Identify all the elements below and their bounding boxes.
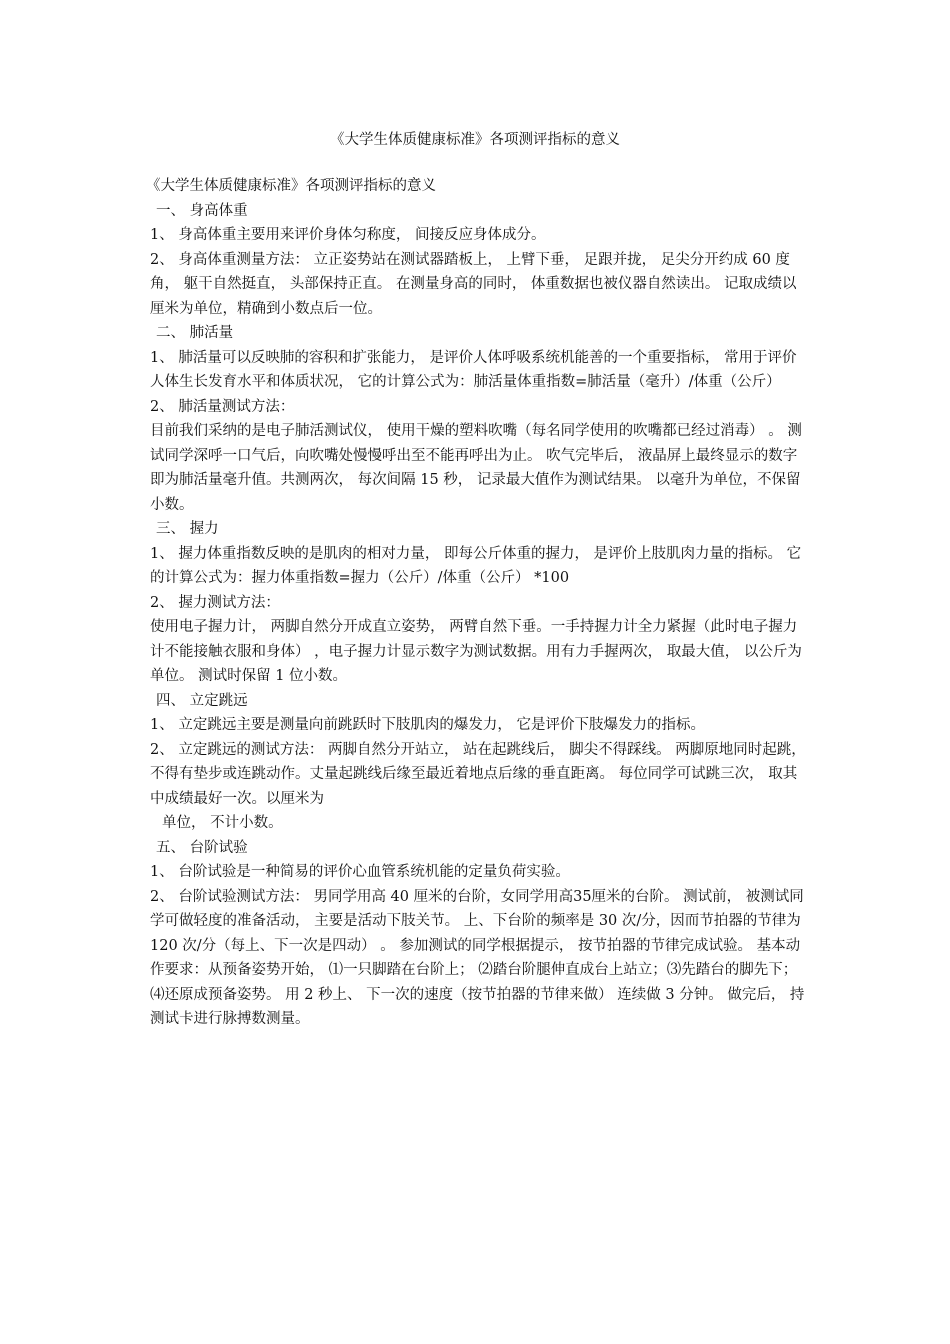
paragraph-step-test-purpose: 1、 台阶试验是一种简易的评价心血管系统机能的定量负荷实验。 — [150, 864, 570, 880]
paragraph-grip-strength-method: 使用电子握力计， 两脚自然分开成直立姿势， 两臂自然下垂。一手持握力计全力紧握（此时电子握力计不能接触衣服和身体） ，电子握力计显示数字为测试数据。用有力手握两次， 取最大值， 以公斤为单位。 测试时保留 1 位小数。 — [150, 619, 802, 684]
section-heading-vital-capacity: 二、 肺活量 — [156, 325, 234, 341]
paragraph-vital-capacity-method-label: 2、 肺活量测试方法： — [150, 398, 295, 415]
body-subtitle: 《大学生体质健康标准》各项测评指标的意义 — [146, 178, 436, 194]
paragraph-step-test-method: 2、 台阶试验测试方法： 男同学用高 40 厘米的台阶，女同学用高35厘米的台阶。 测试前， 被测试同学可做轻度的准备活动， 主要是活动下肢关节。 上、下台阶的频率是 30 次/分，因而节拍器的节律为 120 次/分（每上、下一次是四动） 。 参加测试的同学根据提示， 按节拍器的节律完成试验。 基本动作要求：从预备姿势开始， ⑴一只脚踏在台阶上； ⑵踏台阶腿伸直成台上站立；⑶先踏台的脚先下； ⑷还原成预备姿势。 用 2 秒上、 下一次的速度（按节拍器的节律来做） 连续做 3 分钟。 做完后， 持测试卡进行脉搏数测量。 — [150, 888, 805, 1027]
paragraph-grip-strength-method-label: 2、 握力测试方法： — [150, 594, 280, 611]
section-heading-standing-long-jump: 四、 立定跳远 — [156, 692, 248, 709]
paragraph-height-weight-purpose: 1、 身高体重主要用来评价身体匀称度， 间接反应身体成分。 — [150, 227, 546, 243]
paragraph-grip-strength-purpose: 1、 握力体重指数反映的是肌肉的相对力量， 即每公斤体重的握力， 是评价上肢肌肉力量的指标。 它的计算公式为：握力体重指数=握力（公斤）/体重（公斤） *100 — [150, 545, 802, 586]
paragraph-long-jump-purpose: 1、 立定跳远主要是测量向前跳跃时下肢肌肉的爆发力， 它是评价下肢爆发力的指标。 — [150, 717, 705, 733]
paragraph-long-jump-method: 2、 立定跳远的测试方法： 两脚自然分开站立， 站在起跳线后， 脚尖不得踩线。 两脚原地同时起跳， 不得有垫步或连跳动作。丈量起跳线后缘至最近着地点后缘的垂直距离。 每位同学可试跳三次， 取其中成绩最好一次。以厘米为 — [150, 741, 806, 807]
paragraph-vital-capacity-method: 目前我们采纳的是电子肺活测试仪， 使用干燥的塑料吹嘴（每名同学使用的吹嘴都已经过消毒） 。 测试同学深呼一口气后，向吹嘴处慢慢呼出至不能再呼出为止。 吹气完毕后， 液晶屏上最终显示的数字即为肺活量毫升值。共测两次， 每次间隔 15 秒， 记录最大值作为测试结果。 以毫升为单位，不保留小数。 — [150, 423, 802, 513]
paragraph-vital-capacity-purpose: 1、 肺活量可以反映肺的容积和扩张能力， 是评价人体呼吸系统机能善的一个重要指标， 常用于评价人体生长发育水平和体质状况， 它的计算公式为：肺活量体重指数=肺活量（毫升）/体重（公斤） — [150, 349, 797, 390]
paragraph-height-weight-method: 2、 身高体重测量方法： 立正姿势站在测试器踏板上， 上臂下垂， 足跟并拢， 足尖分开约成 60 度角， 躯干自然挺直， 头部保持正直。 在测量身高的同时， 体重数据也被仪器自然读出。 记取成绩以厘米为单位，精确到小数点后一位。 — [150, 251, 797, 317]
section-heading-step-test: 五、 台阶试验 — [156, 839, 248, 856]
document-title: 《大学生体质健康标准》各项测评指标的意义 — [330, 132, 620, 148]
section-heading-grip-strength: 三、 握力 — [156, 521, 219, 537]
section-heading-height-weight: 一、 身高体重 — [156, 202, 248, 219]
document-body — [146, 174, 806, 1032]
paragraph-long-jump-unit: 单位， 不计小数。 — [162, 815, 283, 831]
